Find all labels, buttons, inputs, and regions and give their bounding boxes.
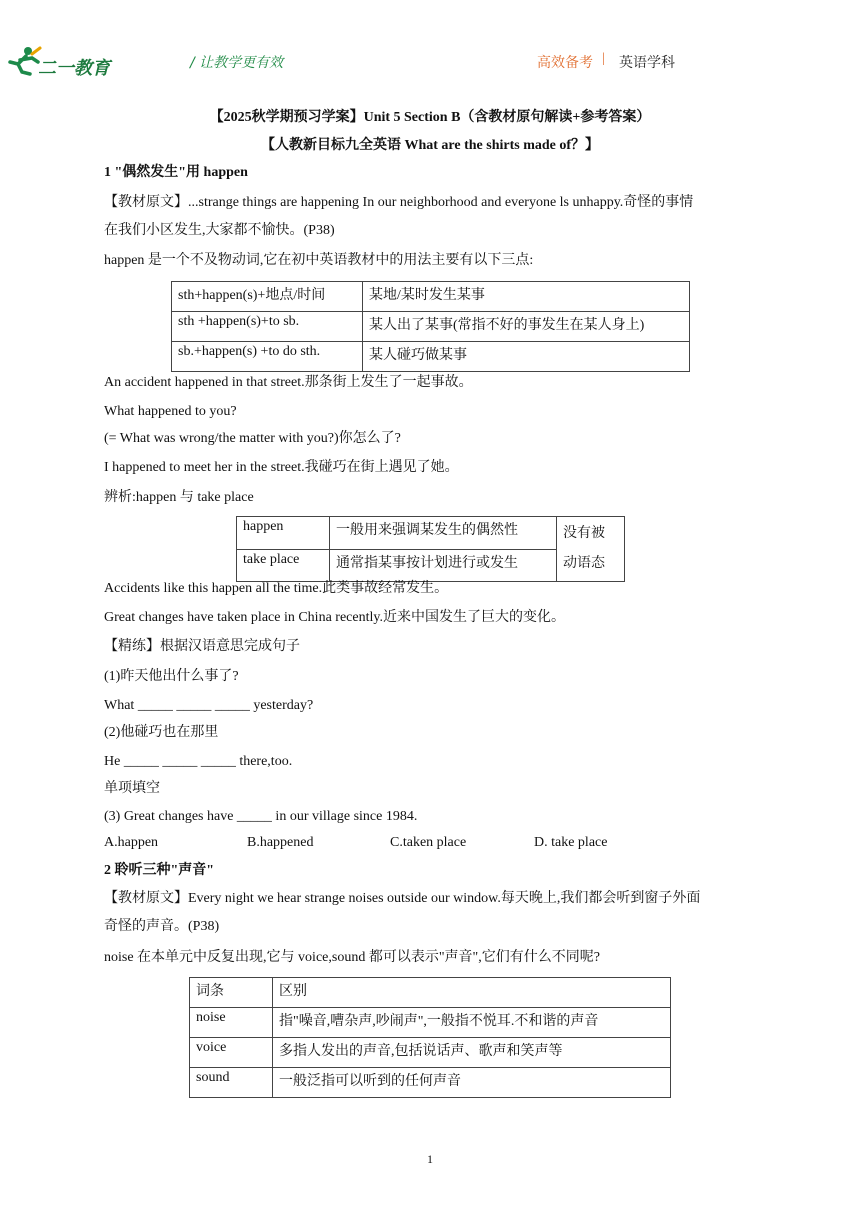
section1-intro: happen 是一个不及物动词,它在初中英语教材中的用法主要有以下三点: bbox=[104, 253, 534, 268]
question-3: (3) Great changes have _____ in our village since 1984. bbox=[104, 809, 418, 824]
section1-original-line1: 【教材原文】...strange things are happening In our neighborhood and everyone ls unhappy.奇怪的事情 bbox=[104, 195, 694, 210]
section1-original-line2: 在我们小区发生,大家都不愉快。(P38) bbox=[104, 223, 335, 238]
question-1-answer: What _____ _____ _____ yesterday? bbox=[104, 698, 314, 713]
section2-heading: 2 聆听三种"声音" bbox=[104, 863, 215, 878]
table-cell: 通常指某事按计划进行或发生 bbox=[330, 549, 557, 582]
table-cell: 词条 bbox=[190, 978, 273, 1008]
question-1: (1)昨天他出什么事了? bbox=[104, 669, 239, 684]
option-b: B.happened bbox=[247, 835, 314, 850]
section1-heading: 1 "偶然发生"用 happen bbox=[104, 165, 248, 180]
table-cell: 一般泛指可以听到的任何声音 bbox=[273, 1068, 671, 1098]
example-3: (= What was wrong/the matter with you?)你怎么了? bbox=[104, 431, 401, 446]
table-cell: 一般用来强调某发生的偶然性 bbox=[330, 517, 557, 550]
example-1: An accident happened in that street.那条街上发生了一起事故。 bbox=[104, 375, 473, 390]
section2-original-line2: 奇怪的声音。(P38) bbox=[104, 919, 220, 934]
happen-vs-take-place-table bbox=[236, 516, 625, 582]
table-cell: take place bbox=[237, 549, 330, 582]
table-cell: 某人碰巧做某事 bbox=[363, 342, 690, 372]
question-2-answer: He _____ _____ _____ there,too. bbox=[104, 754, 293, 769]
table-cell: sth +happen(s)+to sb. bbox=[172, 312, 363, 342]
option-d: D. take place bbox=[534, 835, 608, 850]
table-row bbox=[237, 517, 625, 550]
table-row bbox=[172, 342, 690, 372]
table-row bbox=[172, 282, 690, 312]
header-subject: 英语学科 bbox=[619, 55, 675, 71]
page-number: 1 bbox=[427, 1152, 433, 1166]
table-cell: 某人出了某事(常指不好的事发生在某人身上) bbox=[363, 312, 690, 342]
table-row bbox=[190, 1008, 671, 1038]
option-a: A.happen bbox=[104, 835, 159, 850]
header-slogan: / 让教学更有效 bbox=[190, 55, 284, 71]
logo-text: 二一教育 bbox=[38, 58, 110, 78]
table-cell: happen bbox=[237, 517, 330, 550]
noise-voice-sound-table bbox=[189, 977, 671, 1098]
merged-cell-line1: 没有被 bbox=[563, 526, 605, 541]
section2-intro: noise 在本单元中反复出现,它与 voice,sound 都可以表示"声音",它们有什么不同呢? bbox=[104, 950, 600, 965]
table-cell: noise bbox=[190, 1008, 273, 1038]
table-cell: 区别 bbox=[273, 978, 671, 1008]
table-cell: 指"噪音,嘈杂声,吵闹声",一般指不悦耳.不和谐的声音 bbox=[273, 1008, 671, 1038]
comparison-heading: 辨析:happen 与 take place bbox=[104, 490, 254, 505]
table-row bbox=[190, 1038, 671, 1068]
doc-title: 【2025秋学期预习学案】Unit 5 Section B（含教材原句解读+参考答案） bbox=[209, 110, 651, 125]
table-cell: 多指人发出的声音,包括说话声、歌声和笑声等 bbox=[273, 1038, 671, 1068]
merged-cell-line2: 动语态 bbox=[563, 556, 605, 571]
option-c: C.taken place bbox=[390, 835, 467, 850]
practice-heading: 【精练】根据汉语意思完成句子 bbox=[104, 639, 300, 654]
happen-usage-table bbox=[171, 281, 690, 372]
table-row bbox=[190, 978, 671, 1008]
table-cell-merged bbox=[557, 517, 625, 582]
example-5: Accidents like this happen all the time.此类事故经常发生。 bbox=[104, 581, 449, 596]
example-4: I happened to meet her in the street.我碰巧在街上遇见了她。 bbox=[104, 460, 459, 475]
table-cell: sound bbox=[190, 1068, 273, 1098]
header-separator: | bbox=[602, 51, 605, 66]
section2-original-line1: 【教材原文】Every night we hear strange noises outside our window.每天晚上,我们都会听到窗子外面 bbox=[104, 891, 701, 906]
table-cell: voice bbox=[190, 1038, 273, 1068]
question-2: (2)他碰巧也在那里 bbox=[104, 725, 219, 740]
logo bbox=[2, 44, 112, 78]
table-row bbox=[172, 312, 690, 342]
single-choice-heading: 单项填空 bbox=[104, 781, 160, 796]
doc-subtitle: 【人教新目标九全英语 What are the shirts made of？】 bbox=[260, 138, 600, 153]
runner-logo-icon bbox=[2, 44, 42, 78]
table-row bbox=[190, 1068, 671, 1098]
header-exam-prep: 高效备考 bbox=[537, 55, 593, 71]
table-cell: sth+happen(s)+地点/时间 bbox=[172, 282, 363, 312]
example-2: What happened to you? bbox=[104, 404, 237, 419]
table-cell: 某地/某时发生某事 bbox=[363, 282, 690, 312]
table-cell: sb.+happen(s) +to do sth. bbox=[172, 342, 363, 372]
example-6: Great changes have taken place in China recently.近来中国发生了巨大的变化。 bbox=[104, 610, 565, 625]
